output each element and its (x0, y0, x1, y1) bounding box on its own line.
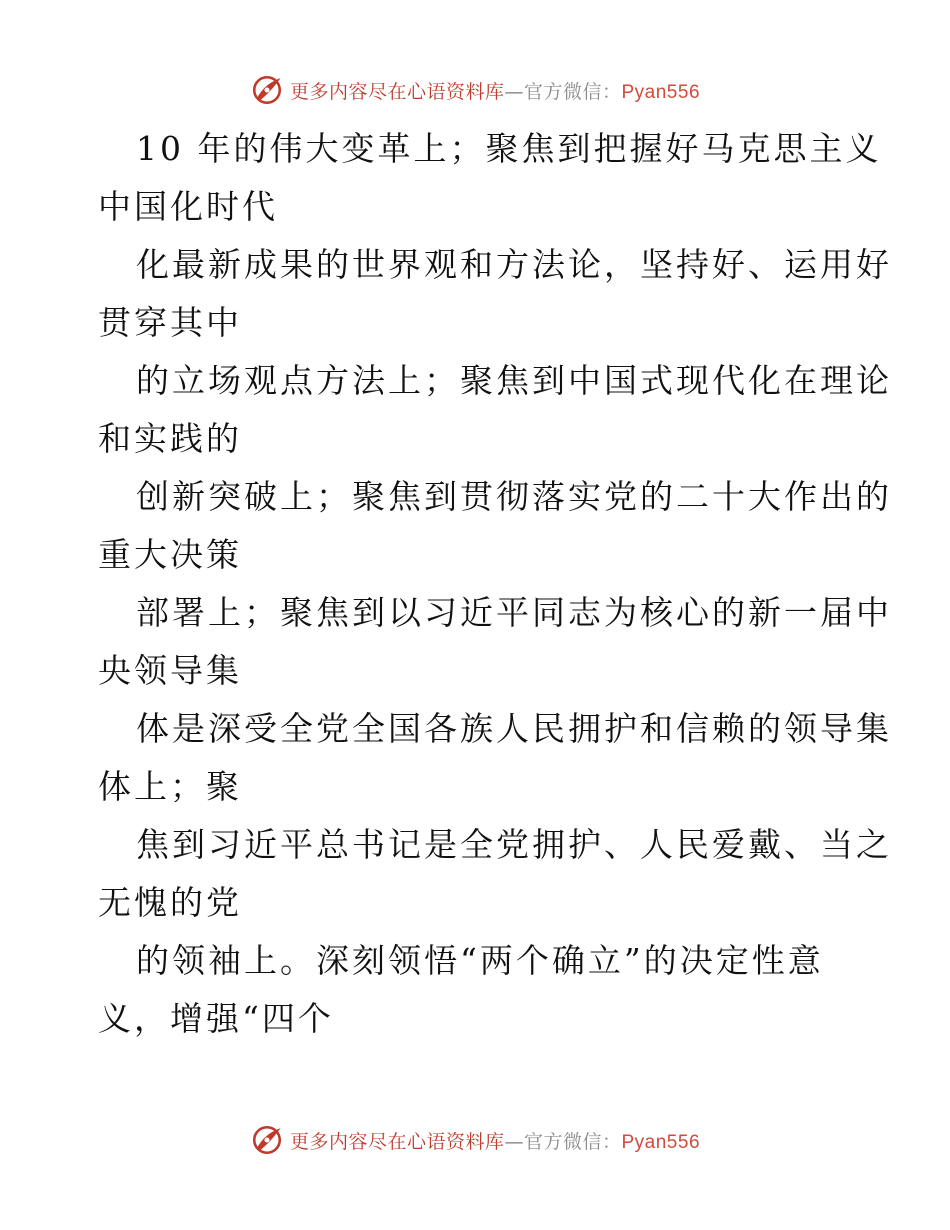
footer-text (290, 1127, 700, 1154)
footer-wechat-id: Pyan556 (621, 1131, 701, 1153)
text-line: 义，增强“四个 (98, 999, 334, 1038)
pen-nib-logo-icon (250, 1123, 284, 1157)
footer-banner (0, 1120, 950, 1160)
header-wechat-label: 官方微信： (523, 80, 622, 103)
document-body (98, 120, 892, 1048)
text-line: 央领导集 (98, 651, 242, 690)
text-line: 贯穿其中 (98, 303, 242, 342)
text-line: 的立场观点方法上；聚焦到中国式现代化在理论 (136, 361, 892, 400)
text-line: 创新突破上；聚焦到贯彻落实党的二十大作出的 (136, 477, 892, 516)
header-banner (0, 70, 950, 110)
text-line: 的领袖上。深刻领悟“两个确立”的决定性意 (136, 941, 824, 980)
text-line: 无愧的党 (98, 883, 242, 922)
header-dash: — (504, 80, 524, 103)
text-line: 10 年的伟大变革上；聚焦到把握好马克思主义 (136, 129, 882, 168)
text-line: 体上；聚 (98, 767, 242, 806)
text-line: 中国化时代 (98, 187, 278, 226)
text-line: 化最新成果的世界观和方法论，坚持好、运用好 (136, 245, 892, 284)
footer-site-text: 更多内容尽在心语资料库 (289, 1130, 505, 1153)
footer-dash: — (504, 1130, 524, 1153)
text-line: 焦到习近平总书记是全党拥护、人民爱戴、当之 (136, 825, 892, 864)
pen-nib-logo-icon (250, 73, 284, 107)
text-line: 部署上；聚焦到以习近平同志为核心的新一届中 (136, 593, 892, 632)
text-line: 体是深受全党全国各族人民拥护和信赖的领导集 (136, 709, 892, 748)
header-wechat-id: Pyan556 (621, 81, 701, 103)
text-line: 和实践的 (98, 419, 242, 458)
text-line: 重大决策 (98, 535, 242, 574)
header-site-text: 更多内容尽在心语资料库 (289, 80, 505, 103)
footer-wechat-label: 官方微信： (523, 1130, 622, 1153)
header-text (290, 77, 700, 104)
